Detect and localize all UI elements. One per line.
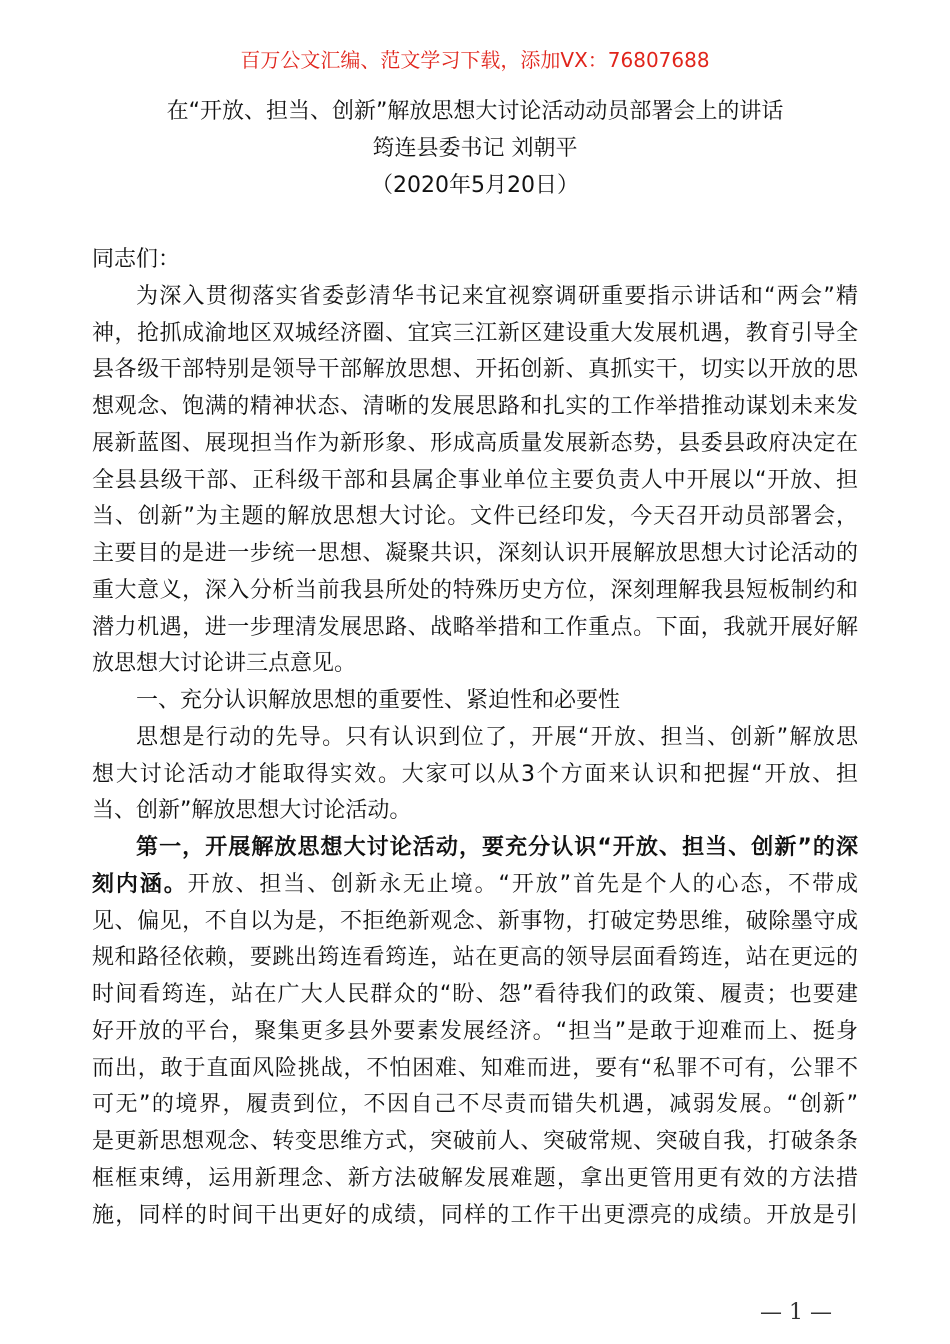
paragraph-line (92, 428, 858, 465)
paragraph (92, 722, 858, 832)
paragraph-line (92, 979, 858, 1016)
paragraph-line (92, 1200, 858, 1237)
paragraph-line (92, 795, 858, 832)
line-text: 见、偏见，不自以为是，不拒绝新观念、新事物，打破定势思维，破除墨守成 (92, 908, 858, 934)
document-body (92, 244, 858, 1236)
line-text: 为深入贯彻落实省委彭清华书记来宜视察调研重要指示讲话和“两会”精 (136, 283, 858, 309)
paragraph-line (92, 318, 858, 355)
paragraph-line (92, 906, 858, 943)
line-text: 可无”的境界，履责到位，不因自己不尽责而错失机遇，减弱发展。“创新” (92, 1092, 858, 1118)
document-date: （2020年5月20日） (371, 173, 579, 198)
paragraph (92, 832, 858, 1236)
paragraph-line (92, 354, 858, 391)
paragraph-line (92, 244, 858, 281)
line-text: 潜力机遇，进一步理清发展思路、战略举措和工作重点。下面，我就开展好解 (92, 614, 858, 640)
line-text: 是更新思想观念、转变思维方式，突破前人、突破常规、突破自我，打破条条 (92, 1129, 858, 1154)
bold-lead-text: 第一，开展解放思想大讨论活动，要充分认识“开放、担当、创新”的深 (136, 835, 858, 860)
line-text: 好开放的平台，聚集更多县外要素发展经济。“担当”是敢于迎难而上、挺身 (92, 1018, 858, 1044)
line-text: 放思想大讨论讲三点意见。 (92, 651, 357, 677)
page-number: — 1 — (760, 1300, 832, 1325)
line-text: 想大讨论活动才能取得实效。大家可以从3个方面来认识和把握“开放、担 (92, 761, 858, 787)
paragraph-line (92, 1016, 858, 1053)
line-text: 而出，敢于直面风险挑战，不怕困难、知难而进，要有“私罪不可有，公罪不 (92, 1055, 858, 1081)
paragraph-line (92, 501, 858, 538)
line-text: 重大意义，深入分析当前我县所处的特殊历史方位，深刻理解我县短板制约和 (92, 577, 858, 603)
line-text: 思想是行动的先导。只有认识到位了，开展“开放、担当、创新”解放思 (136, 724, 858, 750)
line-text: 框框束缚，运用新理念、新方法破解发展难题，拿出更管用更有效的方法措 (92, 1165, 858, 1191)
document-title: 在“开放、担当、创新”解放思想大讨论活动动员部署会上的讲话 (166, 99, 784, 124)
line-text: 县各级干部特别是领导干部解放思想、开拓创新、真抓实干，切实以开放的思 (92, 357, 858, 383)
paragraph-line (92, 1163, 858, 1200)
line-text: 想观念、饱满的精神状态、清晰的发展思路和扎实的工作举措推动谋划未来发 (92, 394, 858, 419)
line-text: 展新蓝图、展现担当作为新形象、形成高质量发展新态势，县委县政府决定在 (92, 430, 858, 456)
line-text: 当、创新”解放思想大讨论活动。 (92, 798, 412, 824)
paragraph-line (92, 538, 858, 575)
line-text: 同志们： (92, 247, 181, 272)
paragraph-line (92, 465, 858, 502)
line-text: 开放、担当、创新永无止境。“开放”首先是个人的心态，不带成 (187, 871, 858, 897)
paragraph (92, 281, 858, 685)
line-text: 神，抢抓成渝地区双城经济圈、宜宾三江新区建设重大发展机遇，教育引导全 (92, 320, 858, 346)
paragraph (92, 685, 858, 722)
paragraph-line (92, 869, 858, 906)
line-text: 规和路径依赖，要跳出筠连看筠连，站在更高的领导层面看筠连，站在更远的 (92, 945, 858, 971)
line-text: 施，同样的时间干出更好的成绩，同样的工作干出更漂亮的成绩。开放是引 (92, 1202, 858, 1228)
paragraph-line (92, 759, 858, 796)
paragraph-line (92, 722, 858, 759)
line-text: 时间看筠连，站在广大人民群众的“盼、怨”看待我们的政策、履责；也要建 (92, 982, 858, 1007)
watermark-banner: 百万公文汇编、范文学习下载，添加VX：76807688 (240, 48, 710, 72)
paragraph-line (92, 1126, 858, 1163)
paragraph-line (92, 575, 858, 612)
line-text: 全县县级干部、正科级干部和县属企事业单位主要负责人中开展以“开放、担 (92, 467, 858, 493)
paragraph-line (92, 685, 858, 722)
bold-lead-text: 刻内涵。 (92, 871, 188, 897)
paragraph (92, 244, 858, 281)
line-text: 主要目的是进一步统一思想、凝聚共识，深刻认识开展解放思想大讨论活动的 (92, 541, 858, 566)
paragraph-line (92, 612, 858, 649)
line-text: 一、充分认识解放思想的重要性、紧迫性和必要性 (136, 688, 621, 713)
paragraph-line (92, 648, 858, 685)
paragraph-line (92, 832, 858, 869)
paragraph-line (92, 1053, 858, 1090)
paragraph-line (92, 1089, 858, 1126)
document-author: 筠连县委书记 刘朝平 (372, 136, 578, 161)
line-text: 当、创新”为主题的解放思想大讨论。文件已经印发，今天召开动员部署会， (92, 504, 858, 530)
paragraph-line (92, 942, 858, 979)
paragraph-line (92, 391, 858, 428)
paragraph-line (92, 281, 858, 318)
